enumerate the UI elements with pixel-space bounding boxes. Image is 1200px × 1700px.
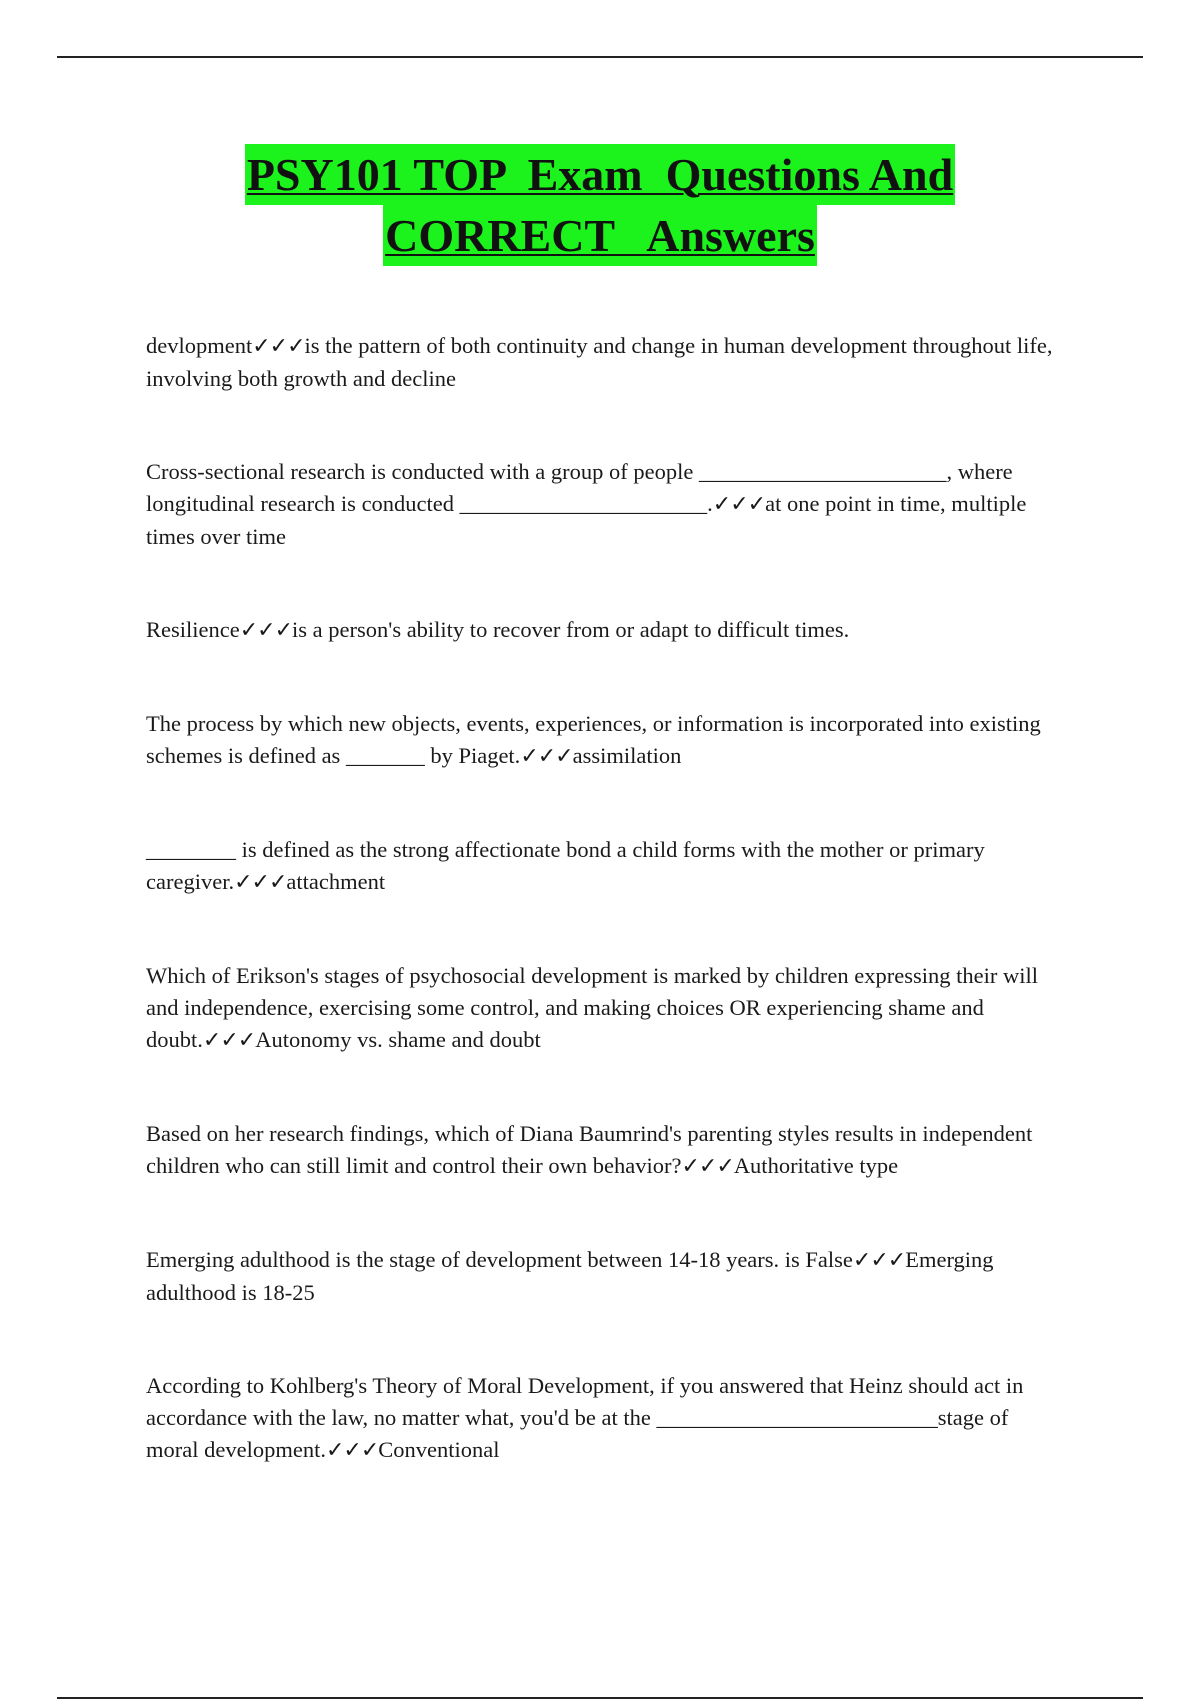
- question-text: Resilience: [146, 617, 240, 642]
- check-mark-icon: ✓✓✓: [520, 744, 573, 769]
- question-text: The process by which new objects, events, experiences, or information is incorporated into existing schemes is defined as _______ by Piaget.: [146, 711, 1047, 768]
- title-line-2: CORRECT Answers: [383, 205, 817, 266]
- check-mark-icon: ✓✓✓: [234, 870, 287, 895]
- check-mark-icon: ✓✓✓: [852, 1248, 906, 1273]
- qa-item: [146, 456, 1066, 553]
- check-mark-icon: ✓✓✓: [712, 492, 766, 517]
- question-text: According to Kohlberg's Theory of Moral Development, if you answered that Heinz should act in accordance with the law, no matter what, you'd be at the _________________________stage of moral development.: [146, 1373, 1030, 1462]
- answer-text: assimilation: [572, 743, 682, 768]
- question-text: ________ is defined as the strong affectionate bond a child forms with the mother or primary caregiver.: [146, 837, 991, 894]
- answer-text: Authoritative type: [733, 1153, 899, 1178]
- question-text: Emerging adulthood is the stage of development between 14-18 years. is False: [146, 1247, 853, 1272]
- answer-text: Emerging adulthood is 18-25: [146, 1247, 1000, 1305]
- check-mark-icon: ✓✓✓: [239, 618, 293, 643]
- check-mark-icon: ✓✓✓: [202, 1028, 256, 1053]
- question-text: Based on her research findings, which of Diana Baumrind's parenting styles results in independent children who can still limit and control their own behavior?: [146, 1121, 1038, 1178]
- qa-item: [146, 614, 1066, 647]
- check-mark-icon: ✓✓✓: [252, 334, 305, 359]
- qa-item: [146, 708, 1066, 773]
- check-mark-icon: ✓✓✓: [325, 1438, 379, 1463]
- qa-list: [146, 330, 1066, 1467]
- qa-item: [146, 960, 1066, 1057]
- answer-text: at one point in time, multiple times over time: [146, 491, 1032, 549]
- check-mark-icon: ✓✓✓: [681, 1154, 734, 1179]
- answer-text: attachment: [286, 869, 386, 894]
- qa-item: [146, 330, 1066, 395]
- answer-text: Autonomy vs. shame and doubt: [255, 1027, 541, 1052]
- qa-item: [146, 834, 1066, 899]
- qa-item: [146, 1118, 1066, 1183]
- title-line-1: PSY101 TOP Exam Questions And: [245, 144, 955, 205]
- question-text: Cross-sectional research is conducted with a group of people ______________________, where longitudinal research is conducted ______________________.: [146, 459, 1019, 516]
- bottom-rule: [57, 1697, 1143, 1699]
- answer-text: is the pattern of both continuity and change in human development throughout life, involving both growth and decline: [146, 333, 1059, 391]
- top-rule: [57, 56, 1143, 58]
- answer-text: Conventional: [378, 1437, 500, 1462]
- document-title: [0, 144, 1200, 266]
- question-text: devlopment: [146, 333, 253, 358]
- qa-item: [146, 1370, 1066, 1467]
- qa-item: [146, 1244, 1066, 1309]
- question-text: Which of Erikson's stages of psychosocial development is marked by children expressing their will and independence, exercising some control, and making choices OR experiencing shame and doubt.: [146, 963, 1044, 1052]
- answer-text: is a person's ability to recover from or adapt to difficult times.: [292, 617, 850, 642]
